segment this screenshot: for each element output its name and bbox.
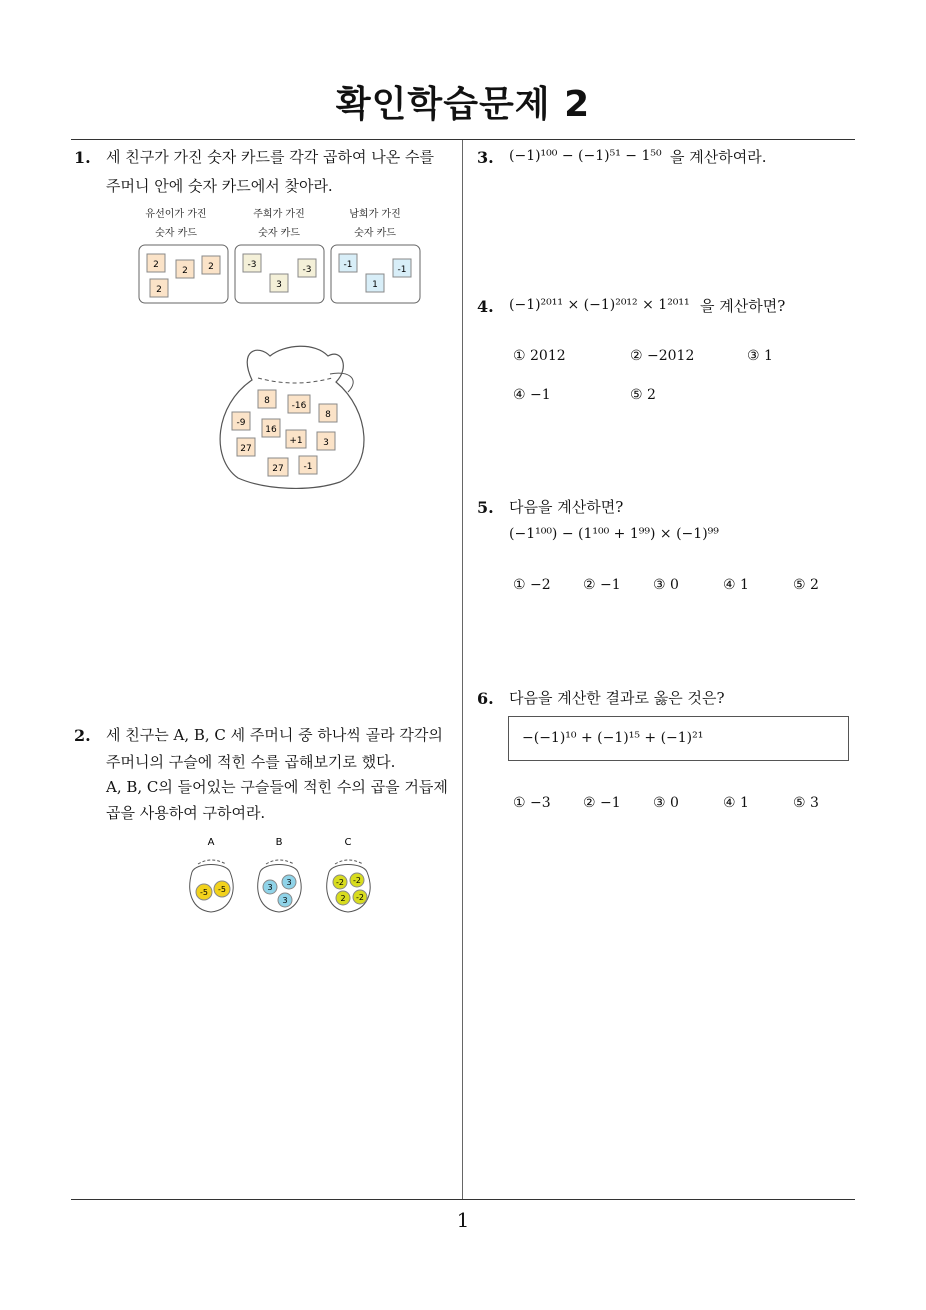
bag-label-a: A — [207, 837, 215, 848]
q4-choice-1: ① 2012 — [513, 348, 566, 364]
q4-expression: (−1)²⁰¹¹ × (−1)²⁰¹² × 1²⁰¹¹ — [509, 297, 690, 313]
q6-expression: −(−1)¹⁰ + (−1)¹⁵ + (−1)²¹ — [522, 730, 704, 746]
svg-text:-2: -2 — [356, 893, 364, 902]
page-number: 1 — [456, 1208, 470, 1232]
card — [147, 254, 165, 272]
q2-text-line3: A, B, C의 들어있는 구슬들에 적힌 수의 곱을 거듭제 — [106, 778, 448, 796]
top-rule — [71, 139, 855, 140]
pouch-figure — [210, 340, 380, 495]
q5-choice-2: ② −1 — [583, 577, 621, 593]
svg-text:3: 3 — [323, 438, 329, 448]
card-group-label-3: 남희가 가진 — [349, 209, 401, 220]
marble-bags-figure — [180, 832, 390, 918]
svg-text:3: 3 — [282, 896, 288, 905]
q2-text-line1: 세 친구는 A, B, C 세 주머니 중 하나씩 골라 각각의 — [106, 726, 443, 744]
card — [243, 254, 261, 272]
q4-choice-5: ⑤ 2 — [630, 387, 656, 403]
svg-text:2: 2 — [182, 266, 188, 276]
q2-number: 2. — [74, 726, 91, 745]
svg-text:-9: -9 — [236, 418, 246, 428]
q5-choice-3: ③ 0 — [653, 577, 679, 593]
q4-text: 을 계산하면? — [700, 297, 786, 315]
svg-text:-3: -3 — [302, 265, 312, 275]
pouch-card — [317, 432, 335, 450]
marble — [353, 890, 367, 904]
svg-text:2: 2 — [208, 262, 214, 272]
svg-text:3: 3 — [286, 878, 292, 887]
card — [366, 274, 384, 292]
marble — [196, 884, 212, 900]
column-divider — [462, 140, 463, 1200]
pouch-card — [268, 458, 288, 476]
page-title: 확인학습문제 2 — [335, 84, 591, 125]
marble — [278, 893, 292, 907]
q6-number: 6. — [477, 689, 494, 708]
card-group-label-2: 주희가 가진 — [253, 209, 305, 220]
q6-choice-5: ⑤ 3 — [793, 795, 819, 811]
svg-text:-5: -5 — [200, 888, 208, 897]
q4-number: 4. — [477, 297, 494, 316]
q1-text-line2: 주머니 안에 숫자 카드에서 찾아라. — [106, 177, 333, 195]
pouch-card — [299, 456, 317, 474]
marble — [214, 881, 230, 897]
svg-text:16: 16 — [265, 425, 277, 435]
svg-text:2: 2 — [340, 894, 346, 903]
marble — [333, 875, 347, 889]
q5-text: 다음을 계산하면? — [509, 498, 624, 516]
q3-text: 을 계산하여라. — [670, 148, 767, 166]
bag-label-c: C — [344, 837, 352, 848]
card — [176, 260, 194, 278]
q3-number: 3. — [477, 148, 494, 167]
svg-text:27: 27 — [272, 464, 284, 474]
card — [150, 279, 168, 297]
q3-expression: (−1)¹⁰⁰ − (−1)⁵¹ − 1⁵⁰ — [509, 148, 662, 164]
pouch-card — [262, 419, 280, 437]
q1-text-line1: 세 친구가 가진 숫자 카드를 각각 곱하여 나온 수를 — [106, 148, 434, 166]
q6-expression-box — [508, 716, 849, 761]
svg-text:8: 8 — [264, 396, 270, 406]
q5-choice-1: ① −2 — [513, 577, 551, 593]
svg-text:2: 2 — [153, 260, 159, 270]
svg-text:-2: -2 — [336, 878, 344, 887]
q4-choice-3: ③ 1 — [747, 348, 773, 364]
card-group-sublabel-1: 숫자 카드 — [155, 228, 197, 239]
svg-text:-3: -3 — [247, 260, 257, 270]
q4-choice-4: ④ −1 — [513, 387, 551, 403]
card — [270, 274, 288, 292]
svg-text:-5: -5 — [218, 885, 226, 894]
q6-choice-3: ③ 0 — [653, 795, 679, 811]
q6-text: 다음을 계산한 결과로 옳은 것은? — [509, 689, 725, 707]
bottom-rule — [71, 1199, 855, 1200]
q2-text-line4: 곱을 사용하여 구하여라. — [106, 804, 266, 822]
svg-text:8: 8 — [325, 410, 331, 420]
marble — [350, 873, 364, 887]
svg-text:-1: -1 — [343, 260, 353, 270]
card-group-label-1: 유선이가 가진 — [145, 209, 207, 220]
svg-text:+1: +1 — [289, 436, 303, 446]
card — [202, 256, 220, 274]
marble — [263, 880, 277, 894]
svg-text:3: 3 — [267, 883, 273, 892]
marble — [336, 891, 350, 905]
bag-label-b: B — [275, 837, 283, 848]
q1-number: 1. — [74, 148, 91, 167]
q2-text-line2: 주머니의 구슬에 적힌 수를 곱해보기로 했다. — [106, 753, 396, 771]
pouch-card — [286, 430, 306, 448]
q5-number: 5. — [477, 498, 494, 517]
card — [298, 259, 316, 277]
svg-text:-2: -2 — [353, 876, 361, 885]
card-groups-figure — [136, 242, 426, 308]
card-group-sublabel-2: 숫자 카드 — [258, 228, 300, 239]
svg-text:-1: -1 — [397, 265, 407, 275]
marble — [282, 875, 296, 889]
bag-c — [327, 865, 370, 913]
q5-choice-5: ⑤ 2 — [793, 577, 819, 593]
svg-text:3: 3 — [276, 280, 282, 290]
q4-choice-2: ② −2012 — [630, 348, 695, 364]
card — [393, 259, 411, 277]
pouch-card — [288, 395, 310, 413]
q5-expression: (−1¹⁰⁰) − (1¹⁰⁰ + 1⁹⁹) × (−1)⁹⁹ — [509, 526, 719, 542]
card-group-sublabel-3: 숫자 카드 — [354, 228, 396, 239]
q6-choice-1: ① −3 — [513, 795, 551, 811]
svg-text:1: 1 — [372, 280, 378, 290]
pouch-card — [319, 404, 337, 422]
pouch-card — [258, 390, 276, 408]
svg-text:2: 2 — [156, 285, 162, 295]
q5-choice-4: ④ 1 — [723, 577, 749, 593]
svg-text:-16: -16 — [291, 401, 307, 411]
q6-choice-2: ② −1 — [583, 795, 621, 811]
svg-text:-1: -1 — [303, 462, 313, 472]
pouch-card — [237, 438, 255, 456]
q6-choice-4: ④ 1 — [723, 795, 749, 811]
svg-text:27: 27 — [240, 444, 252, 454]
card — [339, 254, 357, 272]
pouch-card — [232, 412, 250, 430]
